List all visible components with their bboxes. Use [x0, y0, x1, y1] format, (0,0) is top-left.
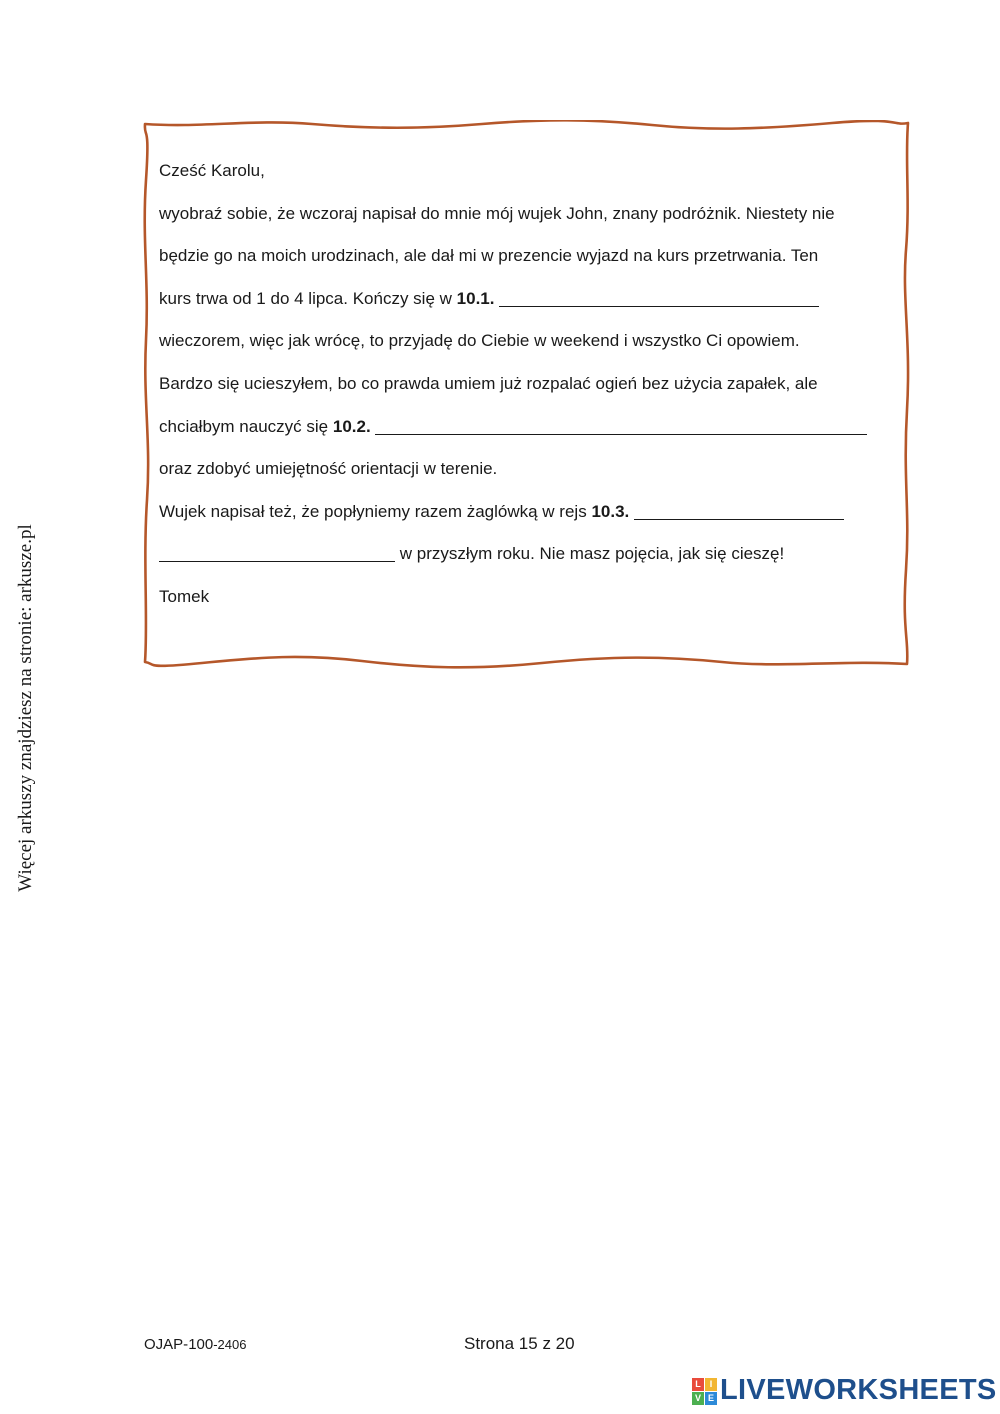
gap-10-3-answer-cont[interactable]	[159, 543, 395, 562]
gap-label-10-1: 10.1.	[456, 288, 495, 308]
exam-code-prefix: OJAP-	[144, 1336, 189, 1353]
letter-line-gap-2	[159, 406, 899, 449]
gap-10-2-answer[interactable]	[375, 416, 867, 435]
page-number: Strona 15 z 20	[464, 1334, 575, 1353]
liveworksheets-logo	[692, 1374, 997, 1407]
logo-text: LIVEWORKSHEETS	[720, 1374, 997, 1406]
logo-letter: L	[692, 1378, 704, 1391]
gap-label-10-2: 10.2.	[332, 416, 371, 436]
letter-line: będzie go na moich urodzinach, ale dał mi w prezencie wyjazd na kurs przetrwania. Ten	[159, 246, 819, 266]
letter-text: chciałbym nauczyć się	[159, 416, 329, 436]
letter-greeting: Cześć Karolu,	[159, 161, 265, 180]
letter-line-gap-3	[159, 491, 899, 534]
gap-10-1-answer[interactable]	[499, 288, 819, 307]
side-note: Więcej arkuszy znajdziesz na stronie: arkusze.pl	[15, 524, 36, 892]
logo-letter: E	[705, 1392, 717, 1405]
letter-line: oraz zdobyć umiejętność orientacji w terenie.	[159, 459, 498, 479]
letter-line-gap-1	[159, 278, 899, 321]
letter-line: Bardzo się ucieszyłem, bo co prawda umiem już rozpalać ogień bez użycia zapałek, ale	[159, 373, 818, 393]
letter-line: wieczorem, więc jak wrócę, to przyjadę do Ciebie w weekend i wszystko Ci opowiem.	[159, 331, 800, 351]
letter-line-gap-3-cont	[159, 533, 899, 576]
letter-text: Wujek napisał też, że popłyniemy razem żaglówką w rejs	[159, 501, 587, 521]
logo-letter: I	[705, 1378, 717, 1391]
gap-10-3-answer[interactable]	[634, 501, 844, 520]
gap-label-10-3: 10.3.	[591, 501, 630, 521]
letter-text: kurs trwa od 1 do 4 lipca. Kończy się w	[159, 288, 452, 308]
exam-code-suffix: -2406	[213, 1337, 247, 1352]
exam-code-number: 100	[188, 1336, 214, 1353]
logo-letter: V	[692, 1392, 704, 1405]
letter-text: w przyszłym roku. Nie masz pojęcia, jak się cieszę!	[399, 544, 785, 564]
letter-signature: Tomek	[159, 586, 210, 606]
letter-line: wyobraź sobie, że wczoraj napisał do mnie mój wujek John, znany podróżnik. Niestety nie	[159, 203, 835, 223]
liveworksheets-logo-icon	[692, 1378, 716, 1404]
exam-code	[144, 1336, 246, 1353]
letter-body	[159, 150, 899, 619]
